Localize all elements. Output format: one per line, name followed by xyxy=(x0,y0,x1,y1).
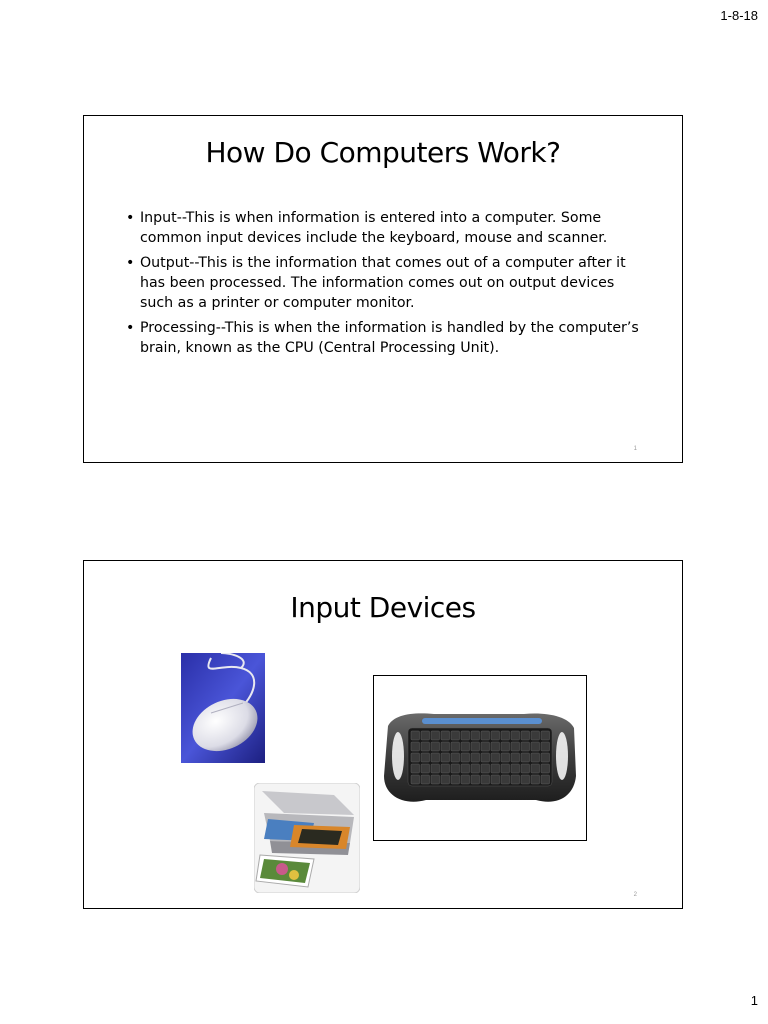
slide-title: How Do Computers Work? xyxy=(205,136,561,169)
slide-number: 2 xyxy=(633,892,637,898)
page-number: 1 xyxy=(750,993,758,1008)
slide-number: 1 xyxy=(633,446,637,452)
page-date: 1-8-18 xyxy=(720,8,758,23)
bullet-input: • Input--This is when information is entered into a computer. Some common input devices include the keyboard, mouse and scanner. xyxy=(126,208,642,248)
slide-2 xyxy=(83,560,683,909)
scanner-icon xyxy=(254,783,360,893)
bullet-processing: • Processing--This is when the information is handled by the computer’s brain, known as the CPU (Central Processing Unit). xyxy=(126,318,642,358)
bullet-output: • Output--This is the information that comes out of a computer after it has been processed. The information comes out on output devices such as a printer or computer monitor. xyxy=(126,253,642,313)
keyboard-icon xyxy=(373,675,587,841)
bullet-list xyxy=(126,208,642,363)
slide-1 xyxy=(83,115,683,463)
slide-title: Input Devices xyxy=(290,591,476,624)
mouse-icon xyxy=(181,653,265,763)
